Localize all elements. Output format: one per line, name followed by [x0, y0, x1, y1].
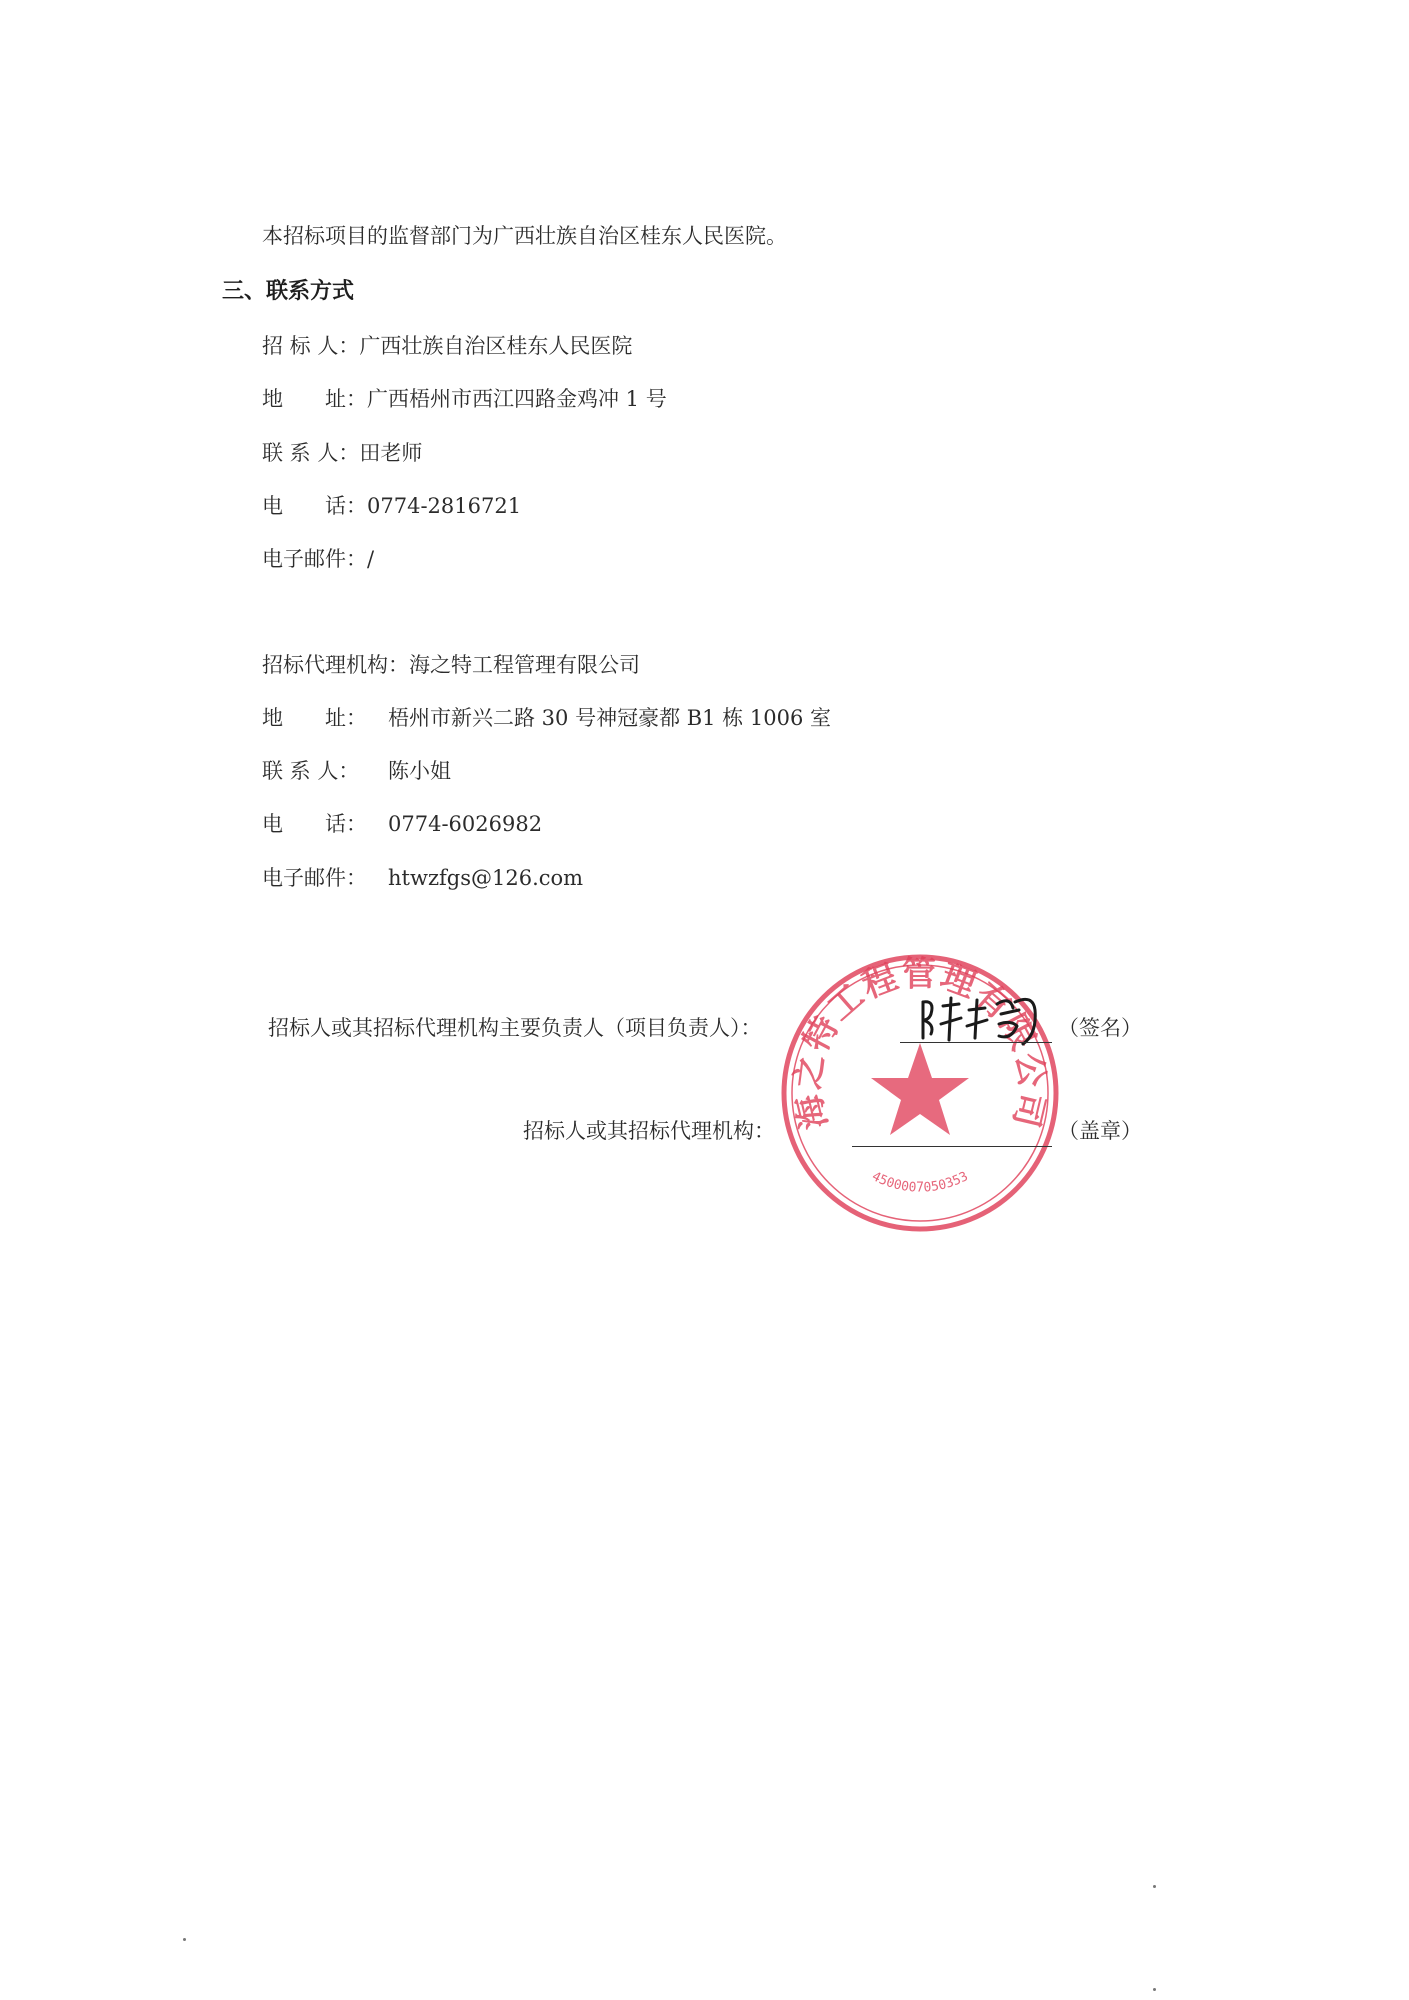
responsible-label: 招标人或其招标代理机构主要负责人（项目负责人）：	[268, 1016, 762, 1040]
scan-speck	[1153, 1885, 1156, 1888]
tenderer-address-row	[262, 385, 667, 413]
tenderer-name: 广西壮族自治区桂东人民医院	[359, 334, 633, 358]
agency-contact-label: 联 系 人：	[262, 759, 360, 783]
agency-phone-row	[262, 810, 542, 838]
agency-phone-label: 电 话：	[262, 812, 367, 836]
agency-name-label: 招标代理机构：	[262, 653, 409, 677]
tenderer-phone-label: 电 话：	[262, 494, 367, 518]
seal-star-icon	[871, 1043, 969, 1135]
section-heading: 三、联系方式	[222, 279, 355, 304]
seal-underline	[852, 1146, 1052, 1147]
agency-contact: 陈小姐	[388, 759, 451, 783]
agency-address-label: 地 址：	[262, 706, 367, 730]
agency-phone: 0774-6026982	[388, 812, 543, 836]
tenderer-email-row	[262, 545, 374, 573]
sign-suffix: （签名）	[1058, 1016, 1142, 1040]
agency-address: 梧州市新兴二路 30 号神冠豪都 B1 栋 1006 室	[388, 706, 832, 730]
handwritten-signature	[915, 990, 1055, 1050]
agency-email: htwzfgs@126.com	[388, 866, 584, 890]
tenderer-contact-row	[262, 439, 422, 467]
supervision-text: 本招标项目的监督部门为广西壮族自治区桂东人民医院。	[262, 224, 787, 248]
tenderer-address-label: 地 址：	[262, 387, 367, 411]
tenderer-email: /	[367, 547, 375, 571]
seal-text: 海之特工程管理有限公司	[787, 954, 1053, 1133]
agency-email-label: 电子邮件：	[262, 866, 367, 890]
tenderer-email-label: 电子邮件：	[262, 547, 367, 571]
agency-email-row	[262, 864, 583, 892]
agency-contact-row	[262, 757, 451, 785]
tenderer-address: 广西梧州市西江四路金鸡冲 1 号	[367, 387, 667, 411]
seal-number: 4500007050353	[869, 1169, 971, 1196]
scan-speck	[183, 1938, 186, 1941]
signature-underline	[900, 1042, 1052, 1043]
agency-name: 海之特工程管理有限公司	[409, 653, 640, 677]
seal-suffix: （盖章）	[1058, 1119, 1142, 1143]
agency-address-row	[262, 704, 831, 732]
tenderer-phone-row	[262, 492, 521, 520]
tenderer-contact: 田老师	[359, 441, 423, 465]
tenderer-phone: 0774-2816721	[367, 494, 522, 518]
tenderer-name-row	[262, 332, 632, 360]
agency-name-row	[262, 651, 640, 679]
tenderer-name-label: 招 标 人：	[262, 334, 360, 358]
scan-speck	[1153, 1988, 1156, 1991]
tenderer-contact-label: 联 系 人：	[262, 441, 360, 465]
org-label: 招标人或其招标代理机构：	[523, 1119, 775, 1143]
